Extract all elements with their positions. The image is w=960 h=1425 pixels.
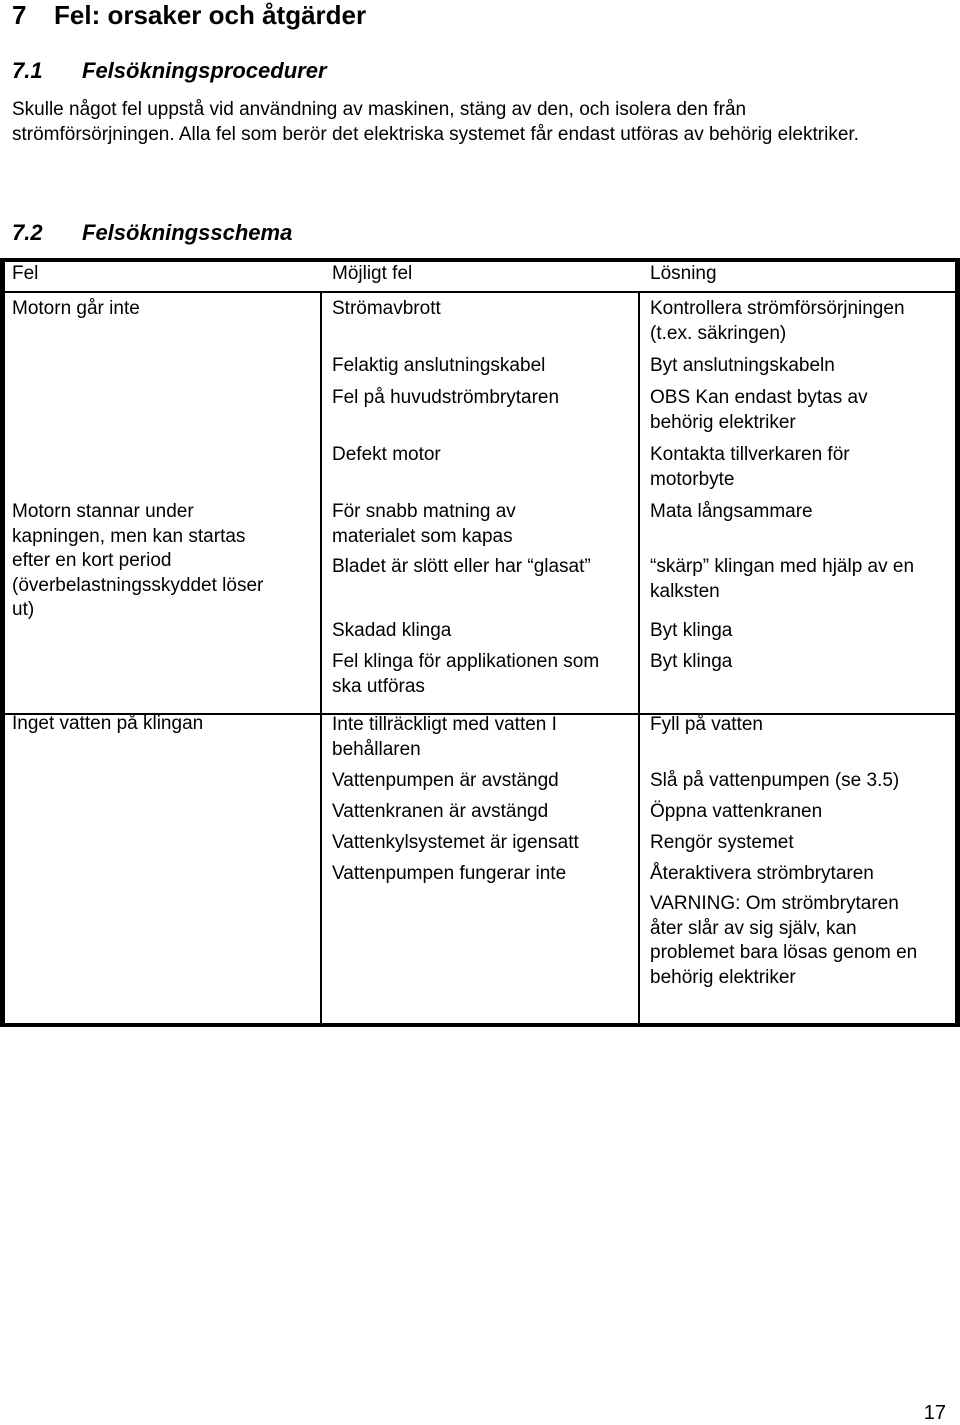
section-heading-7-2	[12, 220, 292, 246]
solution-cell-line: VARNING: Om strömbrytaren	[650, 893, 899, 914]
possible-fault-cell	[332, 619, 451, 644]
column-divider-2	[638, 292, 640, 1023]
page-number: 17	[923, 1402, 946, 1424]
possible-fault-cell	[332, 443, 441, 468]
fault-cell	[12, 712, 203, 737]
solution-cell-line: åter slår av sig själv, kan	[650, 917, 857, 939]
table-border-bottom	[0, 1023, 960, 1027]
possible-fault-cell-line: ska utföras	[332, 675, 425, 697]
table-border-right	[955, 258, 960, 1027]
fault-cell-line: Inget vatten på klingan	[12, 713, 204, 734]
possible-fault-cell-line: Inte tillräckligt med vatten I	[332, 714, 557, 735]
solution-cell-line: kalksten	[650, 580, 720, 602]
possible-fault-cell-line: Vattenkylsystemet är igensatt	[332, 832, 579, 853]
solution-cell	[650, 500, 813, 525]
chapter-heading	[12, 0, 366, 31]
section-heading-7-1	[12, 58, 327, 84]
possible-fault-cell-line: Defekt motor	[332, 444, 441, 465]
possible-fault-cell	[332, 650, 599, 699]
solution-cell-line: Rengör systemet	[650, 832, 794, 853]
solution-cell	[650, 297, 905, 346]
possible-fault-cell	[332, 831, 579, 856]
possible-fault-cell-line: Fel på huvudströmbrytaren	[332, 387, 560, 408]
possible-fault-cell-line: Strömavbrott	[332, 298, 441, 319]
solution-cell	[650, 386, 868, 435]
possible-fault-cell-line: behållaren	[332, 738, 421, 760]
possible-fault-cell-line: materialet som kapas	[332, 525, 513, 547]
header-fault: Fel	[12, 263, 39, 284]
table-border-top	[0, 258, 960, 262]
chapter-number: 7	[12, 0, 27, 30]
solution-cell-line: (t.ex. säkringen)	[650, 322, 787, 344]
section-title: Felsökningsprocedurer	[82, 58, 327, 83]
fault-cell	[12, 500, 263, 623]
solution-cell	[650, 619, 732, 644]
header-divider	[0, 291, 960, 293]
section-number: 7.1	[12, 58, 43, 83]
solution-cell	[650, 769, 899, 794]
table-border-left	[0, 258, 5, 1027]
possible-fault-cell-line: Vattenpumpen är avstängd	[332, 770, 559, 791]
solution-cell	[650, 713, 763, 738]
solution-cell-line: behörig elektriker	[650, 966, 796, 988]
fault-cell-line: kapningen, men kan startas	[12, 525, 246, 547]
solution-cell-line: Mata långsammare	[650, 501, 813, 522]
solution-cell-line: Slå på vattenpumpen (se 3.5)	[650, 770, 900, 791]
solution-cell	[650, 831, 794, 856]
possible-fault-cell-line: Bladet är slött eller har “glasat”	[332, 556, 591, 577]
possible-fault-cell	[332, 386, 559, 411]
solution-cell-line: Kontakta tillverkaren för	[650, 444, 850, 465]
solution-cell-line: Öppna vattenkranen	[650, 801, 823, 822]
fault-cell-line: ut)	[12, 599, 35, 620]
solution-cell-line: Byt anslutningskabeln	[650, 355, 835, 376]
header-solution: Lösning	[650, 263, 717, 284]
solution-cell-line: “skärp” klingan med hjälp av en	[650, 556, 915, 577]
solution-cell	[650, 443, 850, 492]
fault-cell-line: (överbelastningsskyddet löser	[12, 574, 264, 596]
solution-cell	[650, 800, 822, 825]
solution-cell	[650, 354, 835, 379]
fault-cell-line: Motorn stannar under	[12, 501, 194, 522]
section-number: 7.2	[12, 220, 43, 245]
section-title: Felsökningsschema	[82, 220, 293, 245]
solution-cell	[650, 555, 914, 604]
fault-cell-line: efter en kort period	[12, 550, 172, 571]
solution-cell-line: problemet bara lösas genom en	[650, 942, 918, 963]
possible-fault-cell-line: Vattenkranen är avstängd	[332, 801, 549, 822]
troubleshooting-table	[0, 258, 960, 1027]
solution-cell	[650, 892, 917, 990]
possible-fault-cell	[332, 862, 566, 887]
solution-cell-line: behörig elektriker	[650, 411, 796, 433]
possible-fault-cell	[332, 713, 557, 762]
possible-fault-cell	[332, 354, 545, 379]
header-possible-fault: Möjligt fel	[332, 263, 413, 284]
possible-fault-cell-line: Felaktig anslutningskabel	[332, 355, 546, 376]
possible-fault-cell	[332, 500, 516, 549]
solution-cell-line: Fyll på vatten	[650, 714, 763, 735]
column-divider-1	[320, 292, 322, 1023]
solution-cell-line: Återaktivera strömbrytaren	[650, 863, 874, 884]
possible-fault-cell-line: Vattenpumpen fungerar inte	[332, 863, 567, 884]
solution-cell	[650, 650, 732, 675]
possible-fault-cell-line: För snabb matning av	[332, 501, 516, 522]
chapter-title: Fel: orsaker och åtgärder	[54, 0, 367, 30]
possible-fault-cell	[332, 800, 548, 825]
possible-fault-cell-line: Skadad klinga	[332, 620, 452, 641]
possible-fault-cell	[332, 769, 559, 794]
solution-cell-line: OBS Kan endast bytas av	[650, 387, 868, 408]
solution-cell-line: Byt klinga	[650, 651, 733, 672]
solution-cell	[650, 862, 874, 887]
intro-paragraph: Skulle något fel uppstå vid användning av maskinen, stäng av den, och isolera den från strömförsörjningen. Alla fel som berör det elektriska systemet får endast utföras av behörig elektriker.	[12, 99, 859, 145]
fault-cell	[12, 297, 140, 322]
possible-fault-cell	[332, 555, 591, 580]
possible-fault-cell-line: Fel klinga för applikationen som	[332, 651, 600, 672]
solution-cell-line: motorbyte	[650, 468, 735, 490]
solution-cell-line: Byt klinga	[650, 620, 733, 641]
fault-cell-line: Motorn går inte	[12, 298, 140, 319]
solution-cell-line: Kontrollera strömförsörjningen	[650, 298, 905, 319]
possible-fault-cell	[332, 297, 441, 322]
